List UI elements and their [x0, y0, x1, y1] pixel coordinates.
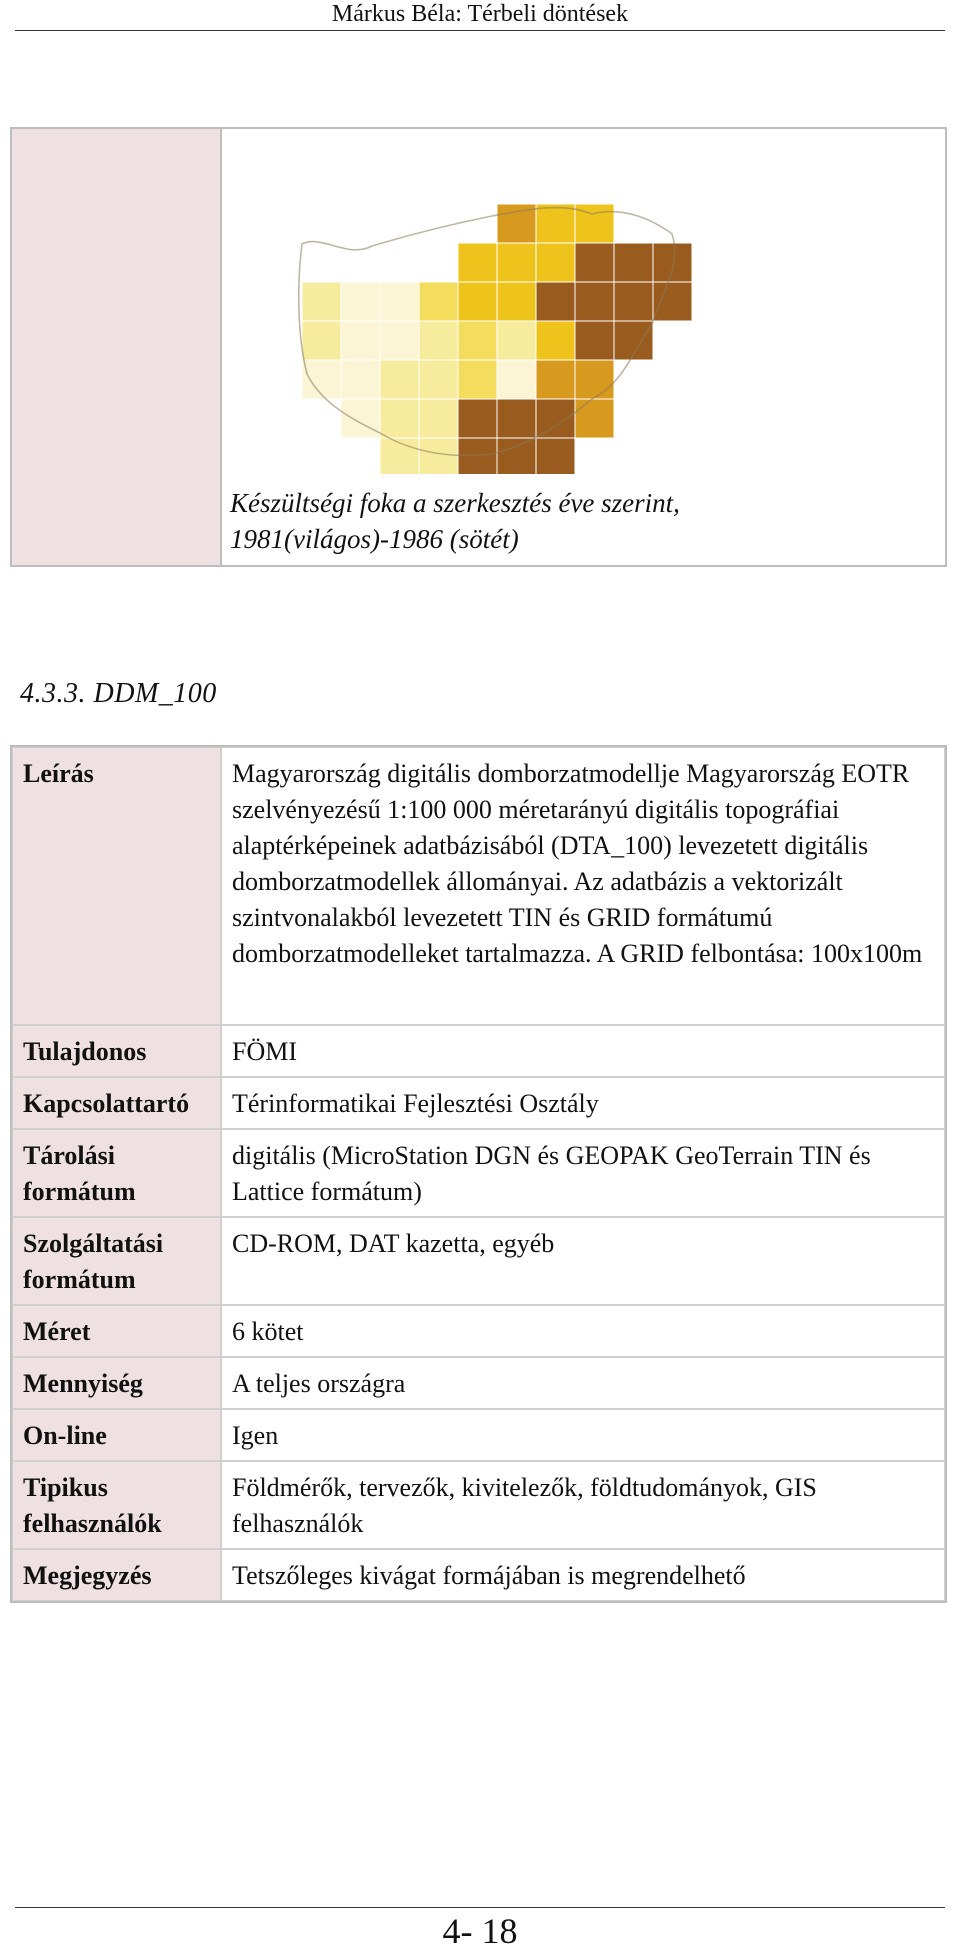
- table-row: [12, 1305, 945, 1357]
- hungary-grid-map: [292, 184, 712, 474]
- map-caption: [230, 485, 680, 557]
- map-sheet-cell: [536, 321, 575, 360]
- table-row: [12, 1025, 945, 1077]
- row-label: Tipikus felhasználók: [12, 1461, 221, 1549]
- row-value: Földmérők, tervezők, kivitelezők, földtudományok, GIS felhasználók: [221, 1461, 945, 1549]
- table-row: [12, 1217, 945, 1305]
- map-sheet-cell: [536, 360, 575, 399]
- map-sheet-cell: [653, 282, 692, 321]
- map-sheet-cell: [575, 321, 614, 360]
- map-sheet-cell: [419, 282, 458, 321]
- header-title: Márkus Béla: Térbeli döntések: [331, 1, 629, 27]
- map-sheet-cell: [536, 243, 575, 282]
- footer-rule: [15, 1907, 945, 1908]
- row-value: CD-ROM, DAT kazetta, egyéb: [221, 1217, 945, 1305]
- map-sheet-cell: [458, 243, 497, 282]
- map-sheet-cell: [536, 282, 575, 321]
- table-row: [12, 1549, 945, 1601]
- map-sheet-cell: [419, 360, 458, 399]
- map-sheet-cell: [497, 282, 536, 321]
- map-sheet-cell: [341, 399, 380, 438]
- page-number: 4- 18: [442, 1911, 518, 1951]
- map-sheet-cell: [302, 321, 341, 360]
- map-sheet-cell: [302, 282, 341, 321]
- map-sheet-cell: [458, 360, 497, 399]
- map-sheet-cell: [497, 399, 536, 438]
- row-value: A teljes országra: [221, 1357, 945, 1409]
- map-sheet-cell: [419, 438, 458, 474]
- map-sheet-cell: [341, 282, 380, 321]
- row-label: Tulajdonos: [12, 1025, 221, 1077]
- row-value: Magyarország digitális domborzatmodellje Magyarország EOTR szelvényezésű 1:100 000 méretarányú digitális topográfiai alaptérképeinek adatbázisából (DTA_100) levezetett digitális domborzatmodellek állományai. Az adatbázis a vektorizált szintvonalakból levezetett TIN és GRID formátumú domborzatmodelleket tartalmazza. A GRID felbontása: 100x100m: [221, 747, 945, 1025]
- map-sheet-cell: [380, 282, 419, 321]
- map-sheet-cell: [458, 321, 497, 360]
- map-sheet-cell: [653, 243, 692, 282]
- map-sheet-cell: [380, 321, 419, 360]
- map-sheet-cell: [380, 399, 419, 438]
- row-value: Térinformatikai Fejlesztési Osztály: [221, 1077, 945, 1129]
- section-heading: 4.3.3. DDM_100: [20, 678, 217, 709]
- row-label: Méret: [12, 1305, 221, 1357]
- map-sheet-cell: [575, 360, 614, 399]
- map-sheet-cell: [458, 282, 497, 321]
- map-sheet-cell: [575, 399, 614, 438]
- map-sheet-cell: [614, 243, 653, 282]
- map-sheet-cell: [302, 360, 341, 399]
- map-caption-line-2: 1981(világos)-1986 (sötét): [230, 524, 519, 554]
- row-value: Tetszőleges kivágat formájában is megrendelhető: [221, 1549, 945, 1601]
- page-header: [15, 0, 945, 31]
- ddm-info-table: [10, 745, 947, 1603]
- row-value: Igen: [221, 1409, 945, 1461]
- table-row: [12, 1129, 945, 1217]
- map-sheet-cell: [614, 282, 653, 321]
- map-figure-table: [10, 127, 947, 567]
- map-sheet-cell: [575, 282, 614, 321]
- map-sheet-cell: [380, 360, 419, 399]
- map-caption-line-1: Készültségi foka a szerkesztés éve szerint,: [230, 488, 680, 518]
- map-grid-cells: [302, 204, 692, 474]
- row-label: Leírás: [12, 747, 221, 1025]
- map-sheet-cell: [341, 321, 380, 360]
- map-sheet-cell: [497, 438, 536, 474]
- map-sheet-cell: [419, 321, 458, 360]
- map-sheet-cell: [419, 399, 458, 438]
- row-label: Megjegyzés: [12, 1549, 221, 1601]
- map-sheet-cell: [497, 243, 536, 282]
- map-sheet-cell: [536, 438, 575, 474]
- row-value: 6 kötet: [221, 1305, 945, 1357]
- table-row: [12, 747, 945, 1025]
- row-label: Tárolási formátum: [12, 1129, 221, 1217]
- map-sheet-cell: [536, 204, 575, 243]
- row-label: Mennyiség: [12, 1357, 221, 1409]
- row-label: Kapcsolattartó: [12, 1077, 221, 1129]
- row-value: digitális (MicroStation DGN és GEOPAK GeoTerrain TIN és Lattice formátum): [221, 1129, 945, 1217]
- row-value: FÖMI: [221, 1025, 945, 1077]
- table-row: [12, 1461, 945, 1549]
- map-figure-label-cell: [12, 129, 222, 565]
- map-sheet-cell: [341, 360, 380, 399]
- table-row: [12, 1077, 945, 1129]
- map-sheet-cell: [536, 399, 575, 438]
- table-row: [12, 1357, 945, 1409]
- map-sheet-cell: [458, 399, 497, 438]
- map-sheet-cell: [497, 360, 536, 399]
- table-row: [12, 1409, 945, 1461]
- map-sheet-cell: [575, 243, 614, 282]
- map-sheet-cell: [497, 321, 536, 360]
- row-label: On-line: [12, 1409, 221, 1461]
- map-figure-cell: [222, 129, 945, 565]
- row-label: Szolgáltatási formátum: [12, 1217, 221, 1305]
